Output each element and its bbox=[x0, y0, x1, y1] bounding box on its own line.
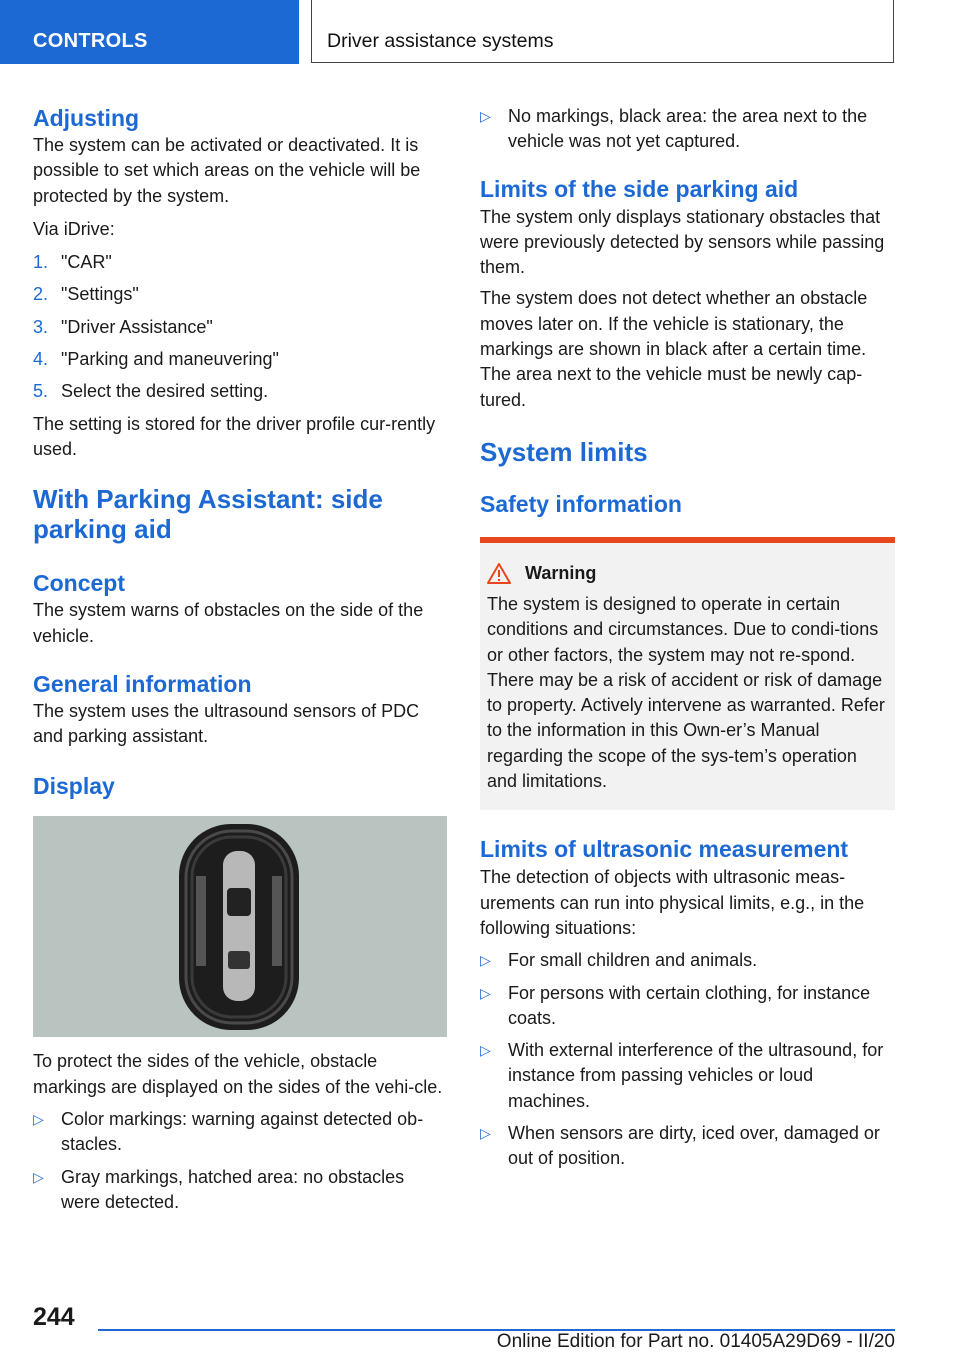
warning-label: Warning bbox=[525, 562, 597, 583]
parking-aid-heading: With Parking Assistant: side parking aid bbox=[33, 484, 383, 545]
section-tab bbox=[0, 0, 299, 64]
step-number: 2. bbox=[33, 284, 49, 305]
limits-side-text-1: The system only displays stationary obstacles that were previously detected by sensors while passing them. bbox=[480, 206, 885, 278]
ultrasonic-limits-text: The detection of objects with ultrasonic meas-urements can run into physical limits, e.g., in the following situations: bbox=[480, 867, 865, 938]
general-info-heading: General information bbox=[33, 670, 252, 697]
step-item bbox=[33, 315, 447, 340]
display-bullets-continued bbox=[480, 104, 895, 155]
warning-triangle-icon bbox=[487, 563, 511, 584]
limits-side-text-2: The system does not detect whether an obstacle moves later on. If the vehicle is stationary, the markings are shown in black after a certain time. The area next to the vehicle must be newly cap-tured. bbox=[480, 288, 868, 410]
triangle-right-icon: ▷ bbox=[33, 1111, 44, 1128]
adjusting-heading: Adjusting bbox=[33, 105, 140, 131]
bullet-text: For persons with certain clothing, for instance coats. bbox=[508, 982, 871, 1028]
stored-text: The setting is stored for the driver profile cur-rently used. bbox=[33, 413, 436, 459]
bullet-item bbox=[480, 1121, 895, 1172]
vehicle-top-view-illustration bbox=[33, 816, 447, 1037]
ultrasonic-limits-heading: Limits of ultrasonic measurement bbox=[480, 836, 849, 863]
via-idrive-text: Via iDrive: bbox=[33, 218, 115, 239]
step-text: "Driver Assistance" bbox=[61, 316, 213, 337]
parking-display-image bbox=[33, 816, 447, 1037]
bullet-text: When sensors are dirty, iced over, damaged or out of position. bbox=[508, 1123, 880, 1169]
bullet-text: No markings, black area: the area next to the vehicle was not yet captured. bbox=[508, 106, 868, 152]
limits-side-heading: Limits of the side parking aid bbox=[480, 175, 799, 202]
idrive-steps bbox=[33, 250, 447, 404]
bullet-text: Gray markings, hatched area: no obstacles were detected. bbox=[61, 1166, 405, 1212]
step-text: "Settings" bbox=[61, 284, 139, 305]
display-bullets bbox=[33, 1107, 447, 1215]
warning-box bbox=[480, 537, 895, 810]
triangle-right-icon: ▷ bbox=[480, 1125, 491, 1142]
bullet-text: With external interference of the ultrasound, for instance from passing vehicles or loud machines. bbox=[508, 1040, 884, 1111]
warning-header bbox=[487, 563, 887, 584]
step-number: 1. bbox=[33, 252, 49, 273]
adjusting-text: The system can be activated or deactivated. It is possible to set which areas on the vehicle will be protected by the system. bbox=[33, 135, 421, 206]
section-tab-label: CONTROLS bbox=[33, 30, 148, 52]
step-text: "CAR" bbox=[61, 252, 112, 273]
bullet-text: Color markings: warning against detected ob-stacles. bbox=[61, 1109, 424, 1155]
bullet-item bbox=[480, 981, 895, 1032]
step-item bbox=[33, 379, 447, 404]
bullet-item bbox=[33, 1107, 447, 1158]
system-limits-heading: System limits bbox=[480, 436, 648, 467]
warning-text: The system is designed to operate in certain conditions and circumstances. Due to condi-tions or other factors, the system may not re-spond. There may be a risk of accident or risk of damage to property. Actively intervene as warranted. Refer to the information in this Own-er’s Manual regarding the scope of the sys-tem’s operation and limitations. bbox=[487, 593, 885, 792]
triangle-right-icon: ▷ bbox=[480, 108, 491, 124]
left-column bbox=[33, 100, 447, 1222]
display-heading: Display bbox=[33, 773, 115, 800]
triangle-right-icon: ▷ bbox=[480, 952, 491, 969]
triangle-right-icon: ▷ bbox=[480, 984, 491, 1001]
ultrasonic-bullets bbox=[480, 948, 895, 1171]
page-number: 244 bbox=[33, 1303, 75, 1331]
step-number: 5. bbox=[33, 381, 49, 402]
concept-text: The system warns of obstacles on the side of the vehicle. bbox=[33, 600, 424, 646]
header-title-box bbox=[311, 0, 894, 63]
step-number: 3. bbox=[33, 316, 49, 337]
concept-heading: Concept bbox=[33, 570, 125, 597]
step-number: 4. bbox=[33, 349, 49, 370]
step-text: Select the desired setting. bbox=[61, 381, 269, 402]
bullet-text: For small children and animals. bbox=[508, 950, 758, 971]
bullet-item bbox=[480, 1038, 895, 1114]
step-item bbox=[33, 282, 447, 307]
step-item bbox=[33, 250, 447, 275]
bullet-item bbox=[33, 1165, 447, 1216]
step-item bbox=[33, 347, 447, 372]
header-title: Driver assistance systems bbox=[327, 30, 554, 52]
bullet-item bbox=[480, 104, 895, 155]
footer-edition: Online Edition for Part no. 01405A29D69 - II/20 bbox=[496, 1331, 895, 1352]
triangle-right-icon: ▷ bbox=[480, 1042, 491, 1059]
display-text: To protect the sides of the vehicle, obstacle markings are displayed on the sides of the vehi-cle. bbox=[33, 1051, 443, 1097]
safety-info-heading: Safety information bbox=[480, 490, 682, 517]
bullet-item bbox=[480, 948, 895, 973]
triangle-right-icon: ▷ bbox=[33, 1168, 44, 1185]
step-text: "Parking and maneuvering" bbox=[61, 349, 279, 370]
right-column bbox=[480, 100, 895, 1179]
general-info-text: The system uses the ultrasound sensors of PDC and parking assistant. bbox=[33, 700, 420, 747]
